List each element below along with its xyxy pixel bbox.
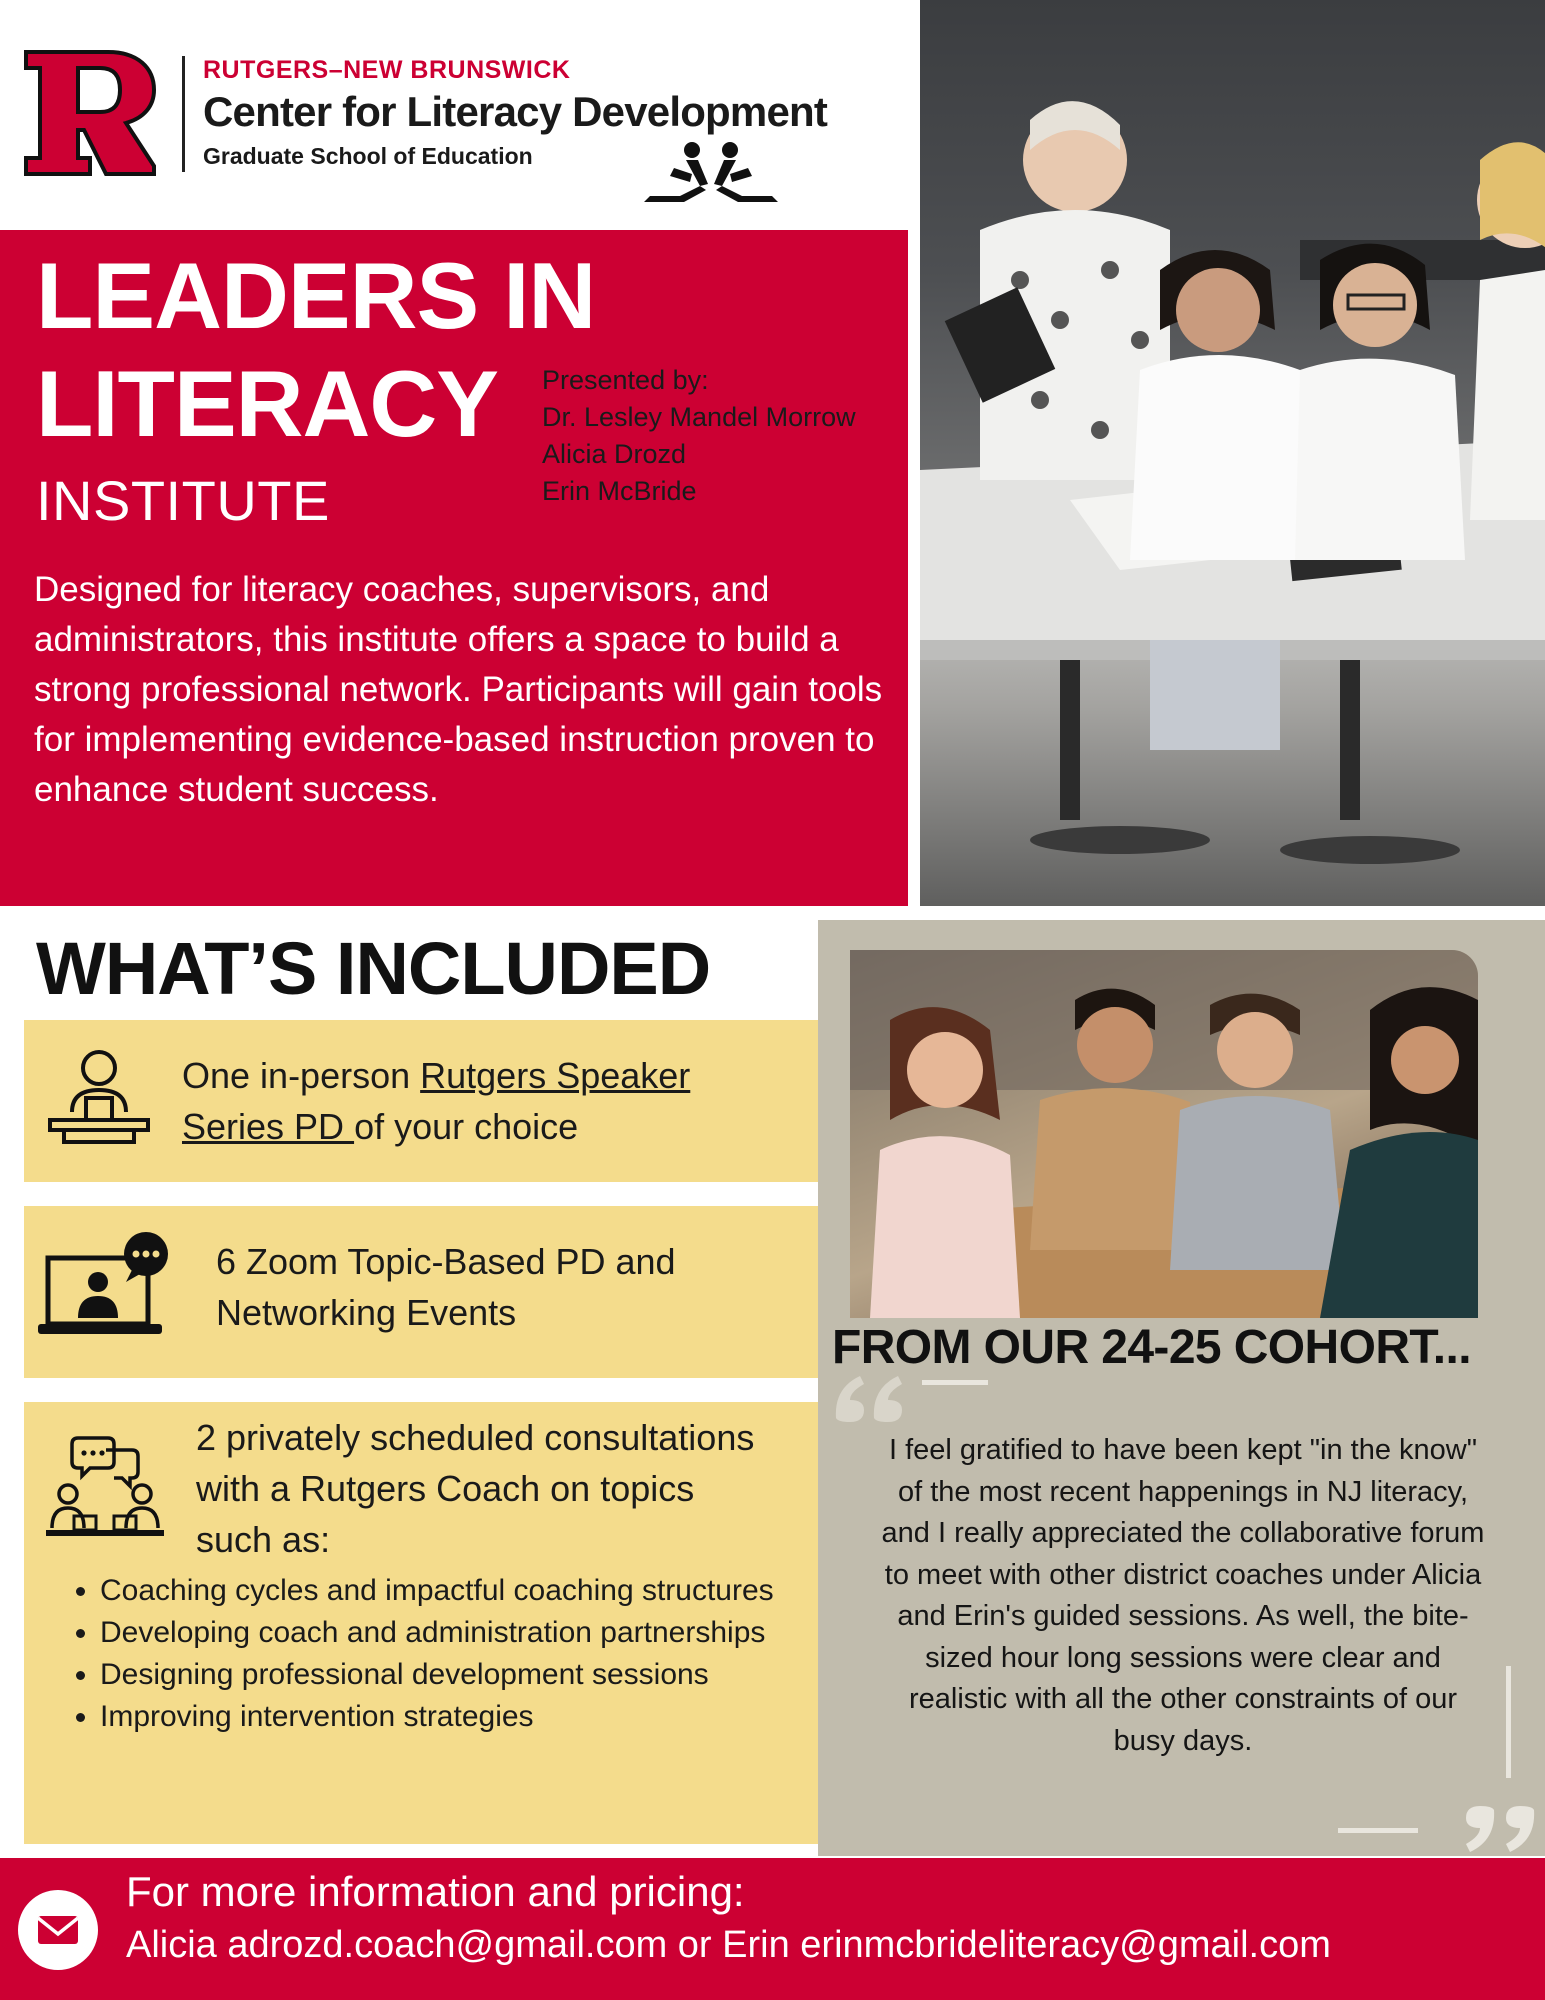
presenters-list <box>542 362 856 510</box>
team-photo-illustration <box>920 0 1545 906</box>
presenter-name: Dr. Lesley Mandel Morrow <box>542 402 856 432</box>
included-card-speaker-series <box>24 1020 818 1182</box>
testimonial-quote: I feel gratified to have been kept "in the know" of the most recent happenings in NJ literacy, and I really appreciated the collaborative forum to meet with other district coaches under Alicia and Erin's guided sessions. As well, the bite-sized hour long sessions were clear and realistic with all the other constraints of our busy days. <box>881 1434 1485 1757</box>
hero-subtitle: INSTITUTE <box>36 469 330 532</box>
speaker-series-link[interactable]: Rutgers Speaker Series PD <box>182 1055 691 1147</box>
footer-info-label: For more information and pricing: <box>126 1868 745 1915</box>
logo-center-name: Center for Literacy Development <box>203 88 828 135</box>
quote-accent-bar <box>1506 1666 1511 1778</box>
readers-illustration <box>640 140 782 208</box>
consultations-text: 2 privately scheduled consultations with a Rutgers Coach on topics such as: <box>196 1417 755 1560</box>
team-meeting-photo <box>920 0 1545 906</box>
logo-area <box>0 0 920 228</box>
logo-divider <box>182 56 185 172</box>
mail-icon <box>18 1890 98 1970</box>
speaker-podium-icon <box>44 1046 154 1146</box>
speaker-series-text <box>182 1050 802 1152</box>
whats-included-heading: WHAT’S INCLUDED <box>36 927 711 1010</box>
testimonial-panel <box>818 920 1545 1856</box>
hero-panel <box>0 230 908 906</box>
logo-university: RUTGERS–NEW BRUNSWICK <box>203 56 571 84</box>
footer-contact-emails[interactable]: Alicia adrozd.coach@gmail.com or Erin erinmcbrideliteracy@gmail.com <box>126 1924 1331 1966</box>
speaker-series-suffix: of your choice <box>354 1106 579 1147</box>
consultation-topics-list <box>100 1570 774 1738</box>
logo-school-name: Graduate School of Education <box>203 143 533 169</box>
presenter-name: Erin McBride <box>542 476 697 506</box>
cohort-photo-illustration <box>850 950 1478 1318</box>
included-card-zoom-events <box>24 1206 818 1378</box>
hero-title-line2: LITERACY <box>36 351 498 456</box>
consultation-icon <box>44 1432 166 1542</box>
list-item: • Coaching cycles and impactful coaching structures <box>100 1570 774 1612</box>
hero-title <box>36 242 595 458</box>
quote-close-icon <box>1338 1806 1538 1862</box>
hero-description: Designed for literacy coaches, supervisors, and administrators, this institute offers a space to build a strong professional network. Participants will gain tools for implementing evidence-based instruction proven to enhance student success. <box>34 570 883 809</box>
footer-contact <box>0 1858 1545 2000</box>
list-item: • Designing professional development sessions <box>100 1654 774 1696</box>
presenters-label: Presented by: <box>542 365 709 395</box>
cohort-heading: FROM OUR 24-25 COHORT... <box>832 1321 1472 1374</box>
list-item: • Improving intervention strategies <box>100 1696 774 1738</box>
cohort-photo <box>850 950 1478 1318</box>
list-item: • Developing coach and administration partnerships <box>100 1612 774 1654</box>
zoom-events-text: 6 Zoom Topic-Based PD and Networking Events <box>216 1241 676 1333</box>
hero-title-line1: LEADERS IN <box>36 243 596 348</box>
rutgers-r-logo <box>22 48 162 178</box>
video-chat-icon <box>34 1232 174 1342</box>
speaker-series-prefix: One in-person <box>182 1055 421 1096</box>
quote-open-icon <box>830 1366 990 1426</box>
presenter-name: Alicia Drozd <box>542 439 687 469</box>
included-card-consultations <box>24 1402 818 1844</box>
